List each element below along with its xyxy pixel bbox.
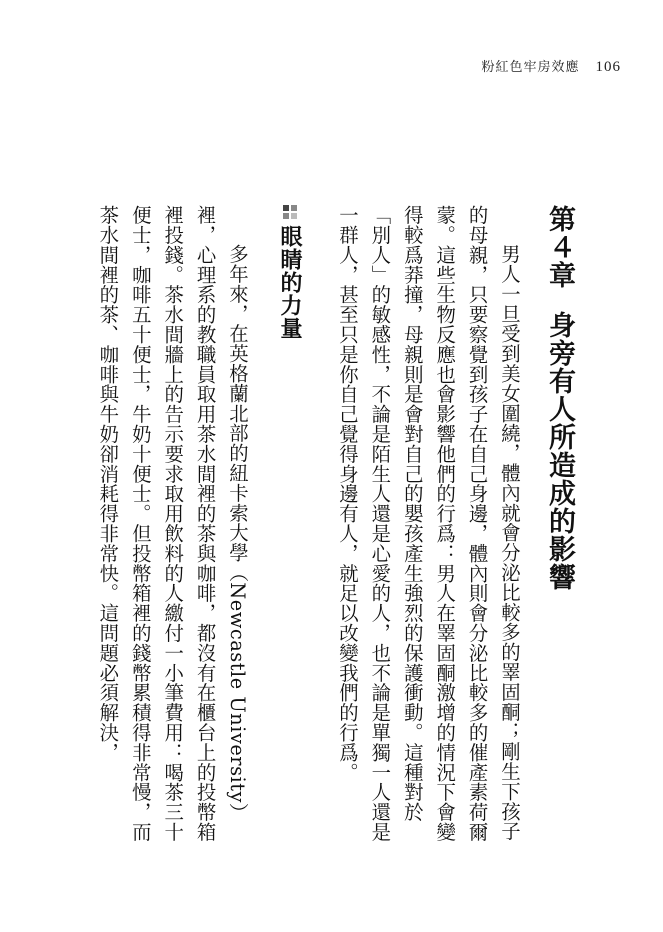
running-book-title: 粉紅色牢房效應 [481,60,580,75]
section-title: 眼睛的力量 [277,225,302,340]
paragraph-2: 多年來，在英格蘭北部的紐卡索大學（Newcastle University）裡，心理系的教職員取用茶水間裡的茶與咖啡，都沒有在櫃台上的投幣箱裡投錢。茶水間牆上的告示要求取用飲料的人繳付一小筆費用：喝茶三十便士，咖啡五十便士，牛奶十便士。但投幣箱裡的錢幣累積得非常慢，而茶水間裡的茶、咖啡與牛奶卻消耗得非常快。這問題必須解決， [96,205,249,842]
section-marker-icon [283,205,297,219]
chapter-heading [539,205,579,591]
section-heading [274,205,305,340]
chapter-number: 第４章 [544,205,575,289]
page-header [481,56,621,76]
chapter-title: 身旁有人所造成的影響 [544,311,575,591]
paragraph-1: 男人一旦受到美女圍繞，體內就會分泌比較多的睪固酮；剛生下孩子的母親，只要察覺到孩子在自己身邊，體內則會分泌比較多的催產素荷爾蒙。這些生物反應也會影響他們的行爲：男人在睪固酮激增的情況下會變得較爲莽撞，母親則是會對自己的嬰孩產生強烈的保護衝動。這種對於「別人」的敏感性，不論是陌生人還是心愛的人，也不論是單獨一人還是一群人，甚至只是你自己覺得身邊有人，就足以改變我們的行爲。 [335,205,521,842]
page-number: 106 [595,59,621,75]
